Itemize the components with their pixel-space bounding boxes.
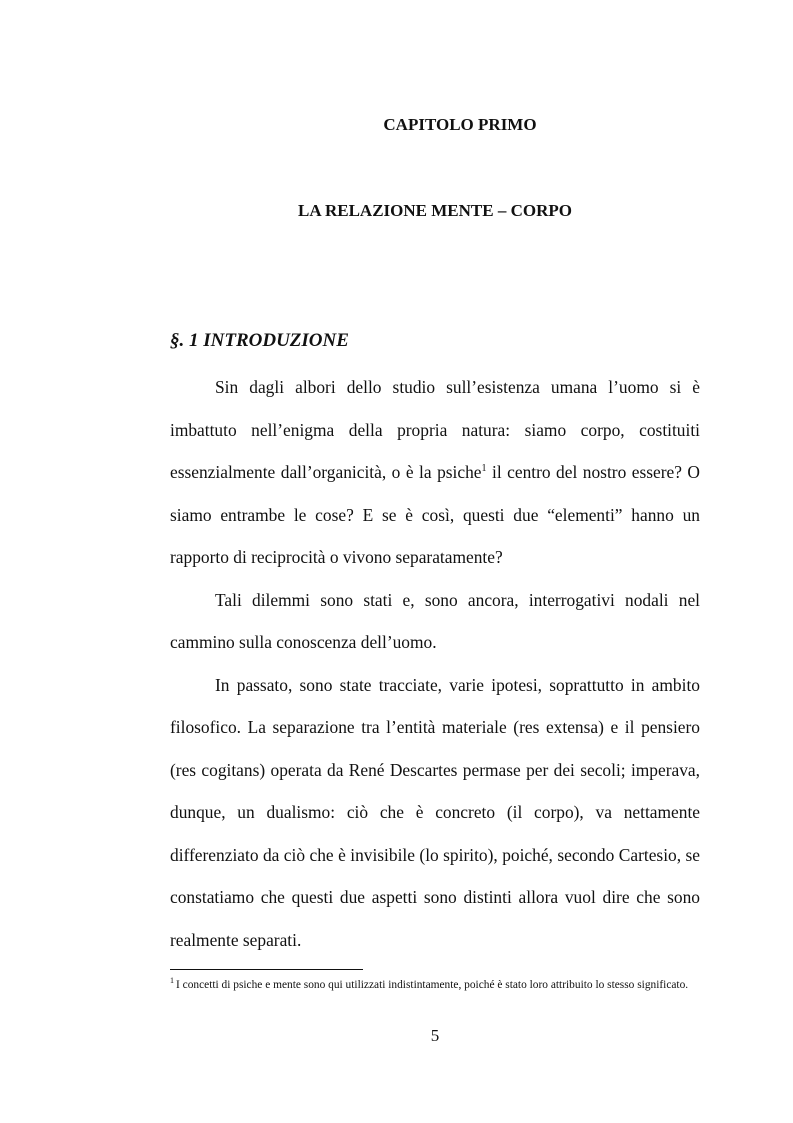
paragraph: Tali dilemmi sono stati e, sono ancora, interrogativi nodali nel cammino sulla conoscenza dell’uomo.	[170, 589, 700, 652]
paragraph-text: il centro del nostro essere? O siamo entrambe le cose? E se è così, questi due “elementi” hanno un rapporto di reciprocità o vivono separatamente?	[170, 462, 700, 567]
section-heading: §. 1 INTRODUZIONE	[170, 330, 349, 351]
paragraph: In passato, sono state tracciate, varie ipotesi, soprattutto in ambito filosofico. La separazione tra l’entità materiale (res extensa) e il pensiero (res cogitans) operata da René Descartes permase per dei secoli; imperava, dunque, un dualismo: ciò che è concreto (il corpo), va nettamente differenziato da ciò che è invisibile (lo spirito), poiché, secondo Cartesio, se constatiamo che questi due aspetti sono distinti allora vuol dire che sono realmente separati.	[170, 674, 700, 950]
paragraph	[170, 366, 700, 579]
body-text	[170, 366, 700, 961]
chapter-heading: CAPITOLO PRIMO	[383, 115, 537, 134]
footnote-separator	[170, 969, 363, 970]
footnote-marker: 1	[170, 976, 174, 986]
paragraph-text: Sin dagli albori dello studio sull’esistenza umana l’uomo si è imbattuto nell’enigma della propria natura: siamo corpo, costituiti essenzialmente dall’organicità, o è la psiche	[170, 377, 700, 482]
footnote-reference: 1	[481, 463, 487, 475]
chapter-title: LA RELAZIONE MENTE – CORPO	[298, 201, 572, 220]
page-number: 5	[430, 1026, 440, 1045]
footnote-text: I concetti di psiche e mente sono qui utilizzati indistintamente, poiché è stato loro attribuito lo stesso significato.	[176, 979, 689, 991]
footnote	[170, 978, 700, 993]
